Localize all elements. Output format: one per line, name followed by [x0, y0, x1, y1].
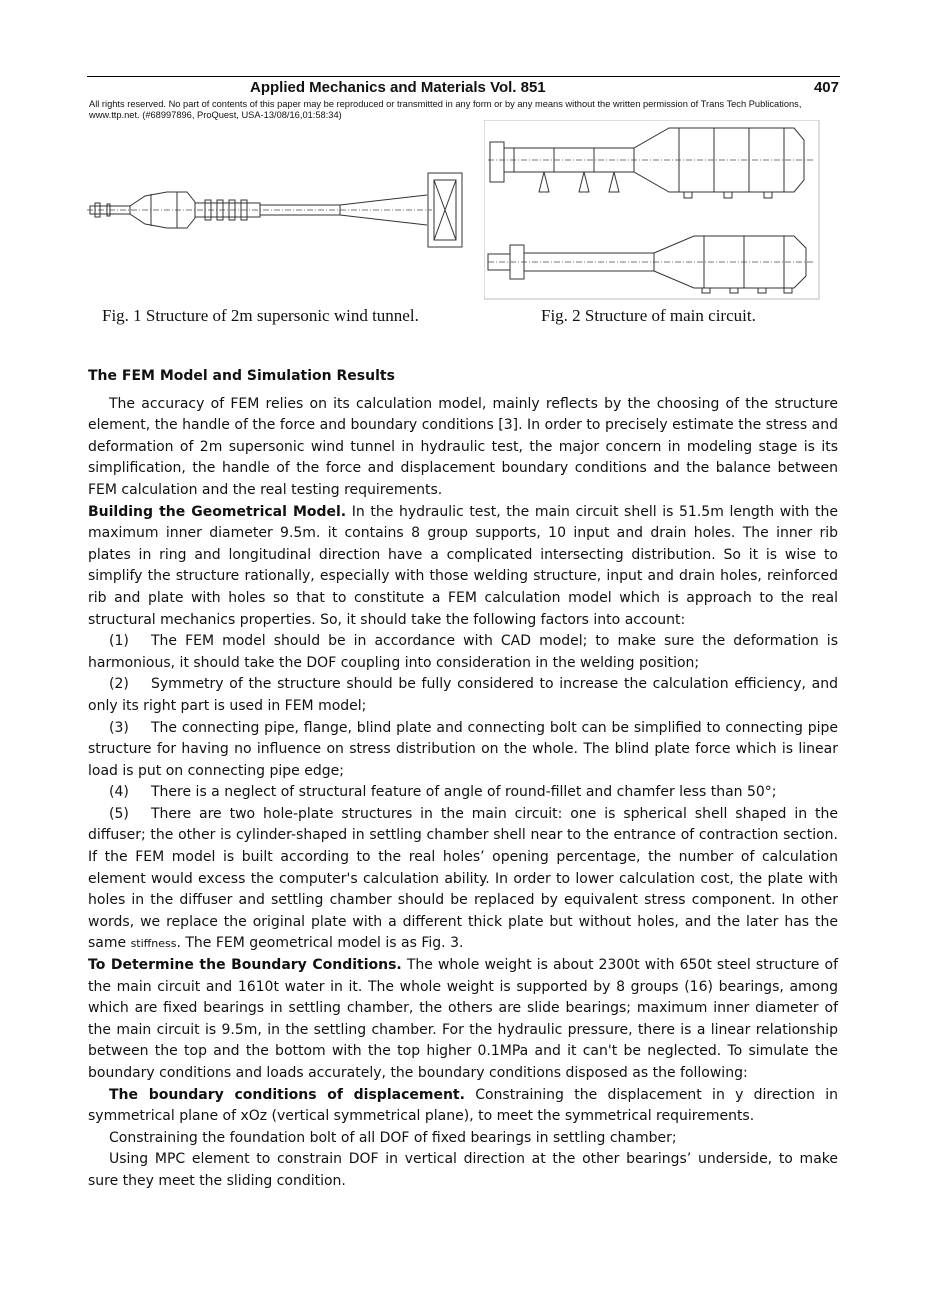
displacement-paragraph — [88, 1085, 838, 1128]
list-item-text-end: . The FEM geometrical model is as Fig. 3. — [176, 935, 464, 952]
displacement-heading: The boundary conditions of displacement. — [109, 1086, 465, 1103]
journal-title: Applied Mechanics and Materials Vol. 851 — [250, 79, 546, 96]
list-item — [88, 631, 838, 674]
list-item-small-text: stiffness — [130, 937, 177, 951]
list-item-text: There are two hole-plate structures in the main circuit: one is spherical shell shaped in the diffuser; the other is cylinder-shaped in settling chamber shell near to the entrance of contraction section. If the FEM model is built according to the real holes’ opening percentage, the number of calculation element would excess the computer's calculation ability. In order to lower calculation cost, the plate with holes in the diffuser and settling chamber should be replaced by equivalent stress component. In other words, we replace the original plate with a different thick plate but without holes, and the later has the same — [88, 805, 838, 952]
copyright-notice: All rights reserved. No part of contents of this paper may be reproduced or transmitted in any form or by any means without the written permission of Trans Tech Publications, www.ttp.net. (#68997896, ProQuest, USA-13/08/16,01:58:34) — [89, 99, 802, 120]
fixed-bearing-paragraph: Constraining the foundation bolt of all DOF of fixed bearings in settling chamber; — [109, 1129, 677, 1146]
page-number: 407 — [813, 79, 839, 96]
mpc-paragraph: Using MPC element to constrain DOF in vertical direction at the other bearings’ underside, to make sure they meet the sliding condition. — [88, 1151, 838, 1189]
list-item-number: (1) — [109, 633, 129, 650]
figure-1-wind-tunnel-drawing — [87, 170, 467, 250]
list-item-number: (2) — [109, 676, 129, 693]
figure-2-caption: Fig. 2 Structure of main circuit. — [541, 306, 756, 325]
boundary-conditions-text: The whole weight is about 2300t with 650t steel structure of the main circuit and 1610t water in it. The whole weight is supported by 8 groups (16) bearings, among which are fixed bearings in settling chamber, the others are slide bearings; maximum inner diameter of the main circuit is 9.5m, in the settling chamber. For the hydraulic pressure, there is a linear relationship between the top and the bottom with the top higher 0.1MPa and it can't be neglected. To simulate the boundary conditions and loads accurately, the boundary conditions disposed as the following: — [88, 957, 838, 1081]
displacement-text: Constraining the displacement in y direction in symmetrical plane of xOz (vertical symmetrical plane), to meet the symmetrical requirements. — [88, 1086, 838, 1125]
list-item — [88, 718, 838, 783]
list-item-number: (5) — [109, 805, 129, 822]
list-item-text: Symmetry of the structure should be fully considered to increase the calculation efficiency, and only its right part is used in FEM model; — [88, 676, 838, 714]
list-item — [88, 804, 838, 955]
figure-1-caption: Fig. 1 Structure of 2m supersonic wind tunnel. — [102, 306, 419, 325]
list-item-text: There is a neglect of structural feature of angle of round-fillet and chamfer less than 50°; — [151, 784, 777, 801]
list-item-number: (4) — [109, 784, 129, 801]
geometrical-model-text: In the hydraulic test, the main circuit shell is 51.5m length with the maximum inner diameter 9.5m. it contains 8 group supports, 10 input and drain holes. The inner rib plates in ring and longitudinal direction have a complicated intersecting distribution. So it is wise to simplify the structure rationally, especially with those welding structure, input and drain holes, reinforced rib and plate with holes so that to constitute a FEM calculation model which is approach to the real structural mechanics properties. So, it should take the following factors into account: — [88, 503, 838, 628]
body-text — [88, 366, 838, 1193]
geometrical-model-heading: Building the Geometrical Model. — [88, 503, 347, 520]
list-item — [88, 782, 838, 804]
header-rule — [87, 76, 840, 77]
boundary-conditions-paragraph — [88, 955, 838, 1085]
list-item-text: The FEM model should be in accordance with CAD model; to make sure the deformation is harmonious, it should take the DOF coupling into consideration in the welding position; — [88, 633, 838, 671]
list-item — [88, 674, 838, 717]
list-item-text: The connecting pipe, flange, blind plate and connecting bolt can be simplified to connecting pipe structure for having no influence on stress distribution on the whole. The blind plate force which is linear load is put on connecting pipe edge; — [88, 719, 838, 779]
intro-paragraph: The accuracy of FEM relies on its calculation model, mainly reflects by the choosing of the structure element, the handle of the force and boundary conditions [3]. In order to precisely estimate the stress and deformation of 2m supersonic wind tunnel in hydraulic test, the major concern in modeling stage is its simplification, the handle of the force and displacement boundary conditions and the balance between FEM calculation and the real testing requirements. — [88, 395, 838, 498]
figure-2-main-circuit-drawing — [484, 120, 820, 300]
boundary-conditions-heading: To Determine the Boundary Conditions. — [88, 957, 402, 974]
list-item-number: (3) — [109, 719, 129, 736]
geometrical-model-paragraph — [88, 502, 838, 632]
section-heading: The FEM Model and Simulation Results — [88, 368, 395, 384]
